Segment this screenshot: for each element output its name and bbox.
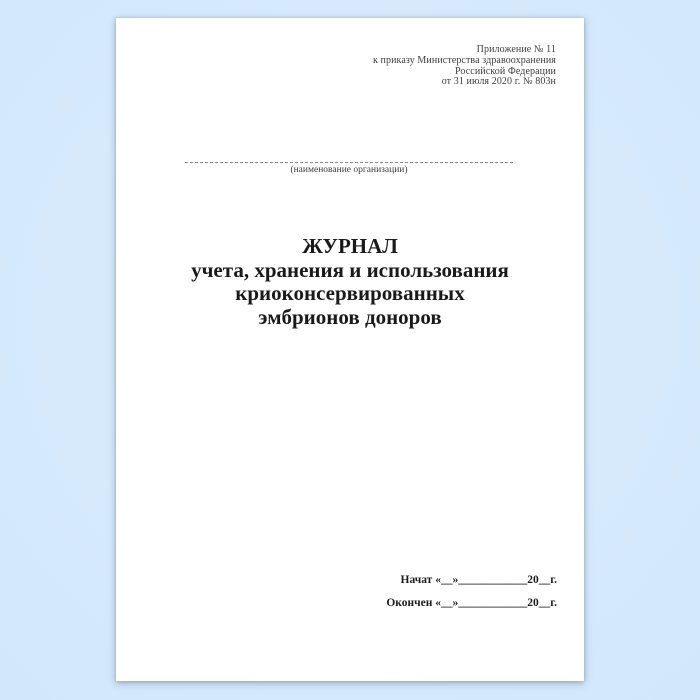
header-annotation	[373, 45, 556, 88]
date-started: Начат «__»____________20__г.	[400, 574, 557, 586]
header-line-appendix: Приложение № 11	[476, 44, 556, 55]
organization-caption: (наименование организации)	[290, 165, 408, 175]
title-line-cryopreserved: криоконсервированных	[235, 281, 465, 305]
header-line-order: к приказу Министерства здравоохранения	[372, 54, 556, 66]
organization-name-line	[185, 162, 513, 163]
title-line-journal: ЖУРНАЛ	[302, 234, 398, 258]
document-title	[116, 235, 584, 329]
organization-block	[185, 162, 513, 175]
header-line-federation: Российской Федерации	[454, 65, 556, 77]
title-line-purpose: учета, хранения и использования	[191, 257, 509, 282]
title-line-donor-embryos: эмбрионов доноров	[258, 304, 442, 329]
date-finished: Окончен «__»____________20__г.	[386, 597, 557, 609]
header-line-date-number: от 31 июля 2020 г. № 803н	[441, 76, 556, 88]
footer-dates	[386, 574, 557, 610]
document-page	[116, 18, 584, 681]
